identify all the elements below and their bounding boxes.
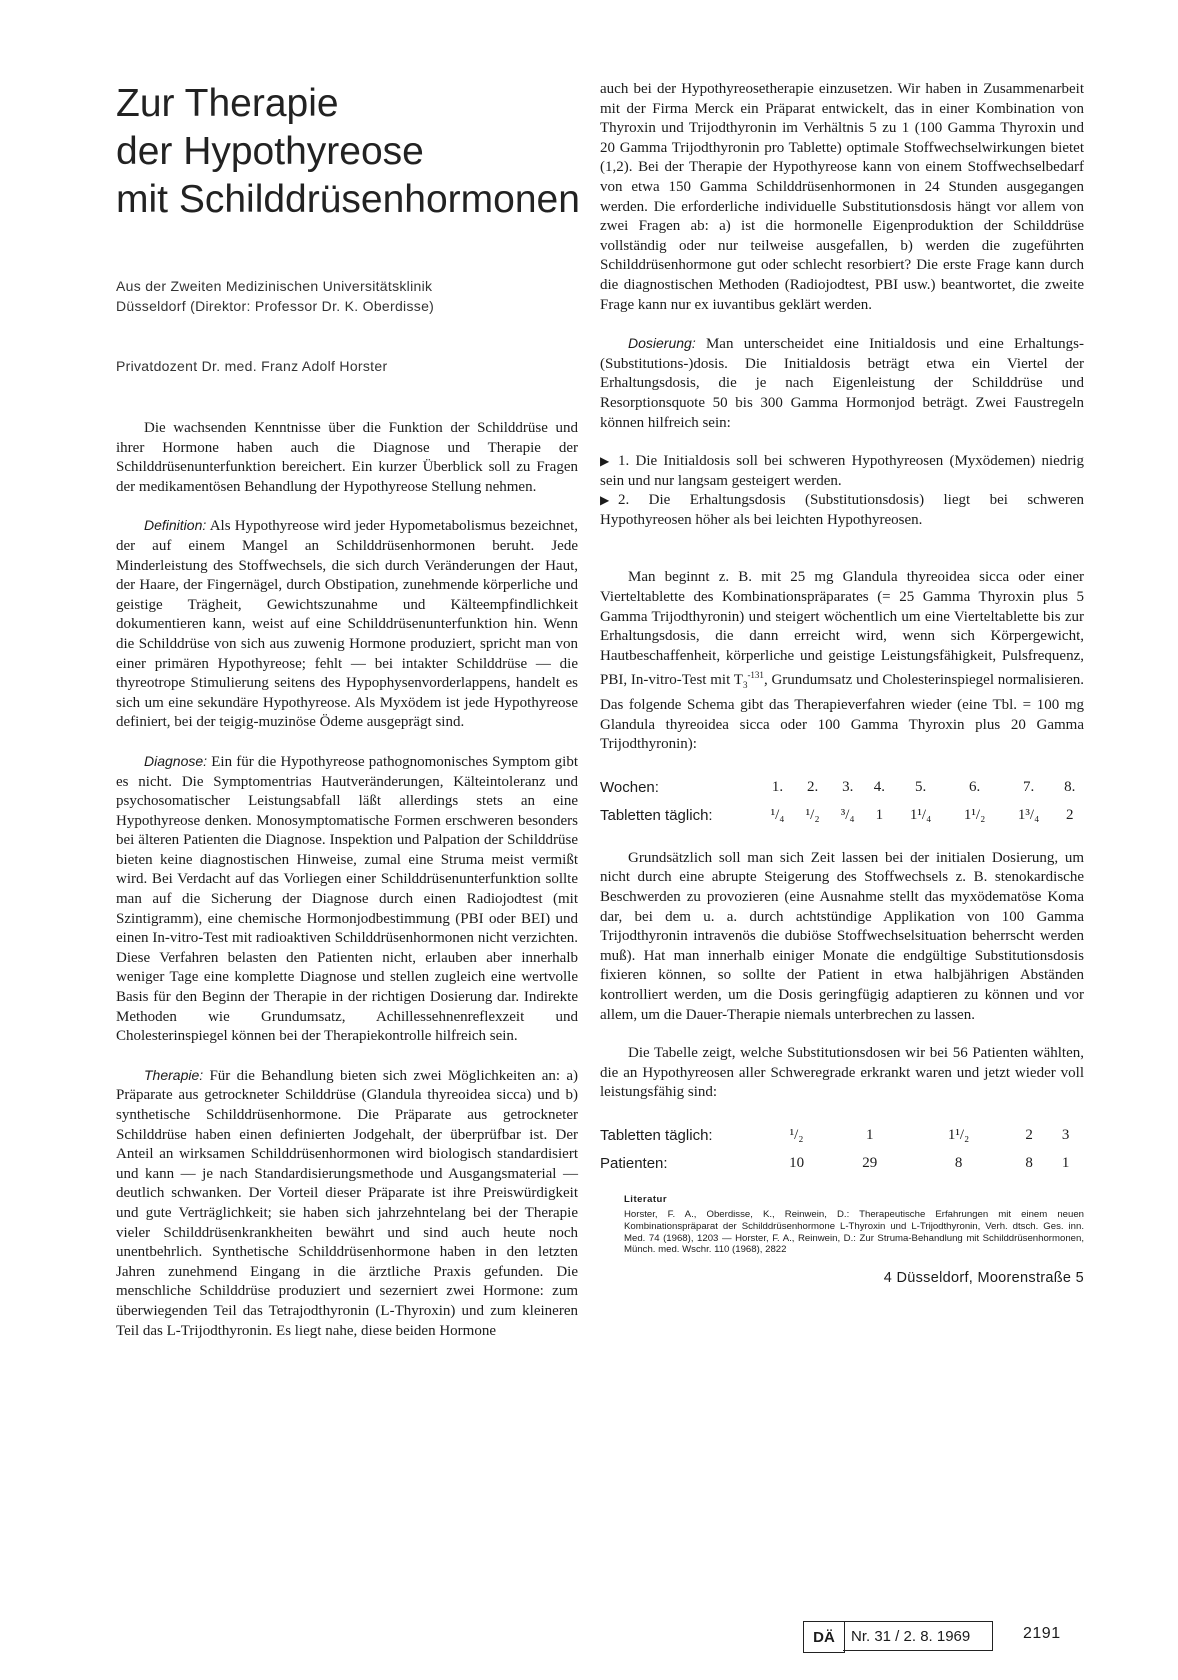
table-cell: ³/₄ — [840, 807, 855, 824]
table-cell: 2. — [806, 779, 819, 796]
table-cell: 1¹/₂ — [947, 1127, 970, 1144]
tabelle-paragraph: Die Tabelle zeigt, welche Substitutionsdosen wir bei 56 Patienten wählten, die an Hypothyreosen aller Schweregrade erkrankt waren und jetzt wieder voll leistungsfähig sind: — [600, 1045, 1084, 1101]
literature-heading: Literatur — [624, 1193, 668, 1205]
table-cell: 5. — [914, 779, 927, 796]
table-cell: 29 — [862, 1155, 878, 1172]
therapie-paragraph — [116, 1066, 578, 1341]
right-column — [600, 80, 1084, 1286]
patients-table — [600, 1122, 1084, 1178]
grundsaetzlich-paragraph: Grundsätzlich soll man sich Zeit lassen bei der initialen Dosierung, um nicht durch eine abrupte Steigerung des Stoffwechsels z. B. stenokardische Beschwerden zu provozieren (eine Ausnahme stellt das myxödematöse Koma dar, bei dem u. a. durch achtstündige Applikation von 100 Gamma Trijodthyronin intravenös die dubiöse Stoffwechselsituation beherrscht werden muß). Hat man innerhalb einiger Monate die endgültige Substitutionsdosis fixieren können, so sollte der Patient in etwa halbjährigen Abständen kontrolliert werden, um die Dosis geringfügig adaptieren zu können und vor allem, um die Dauer-Therapie niemals unterbrechen zu lassen. — [600, 849, 1084, 1023]
rule-item — [600, 491, 1084, 530]
table-cell: 2 — [1066, 807, 1074, 824]
therapie-text: Für die Behandlung bieten sich zwei Möglichkeiten an: a) Präparate aus getrockneter Schilddrüse (Glandula thyreoidea sicca) und b) synthetische Schilddrüsenhormone. Die Präparate aus getrockneter Schilddrüse haben einen definierten Jodgehalt, der überprüfbar ist. Der Anteil an wirksamen Schilddrüsenhormonen wird biologisch standardisiert und kann — je nach Standardisierungsmethode und Ausgangsmaterial — deutlich schwanken. Der Vorteil dieser Präparate ist ihre Preiswürdigkeit und gute Verträglichkeit; sie haben sich jahrzehntelang bei der Therapie vieler Schilddrüsenkrankheiten bewährt und sind auch heute noch unentbehrlich. Synthetische Schilddrüsenhormone haben in den letzten Jahren zunehmend Eingang in die ärztliche Praxis gefunden. Die menschliche Schilddrüse produziert und sezerniert zwei Hormone: zum überwiegenden Teil das Tetrajodthyronin (L-Thyroxin) und zum kleineren Teil das L-Trijodthyronin. Es liegt nahe, diese beiden Hormone — [116, 1067, 578, 1339]
affiliation-line: Düsseldorf (Direktor: Professor Dr. K. Oberdisse) — [116, 298, 435, 314]
table-cell: 1¹/₄ — [909, 807, 932, 824]
table-cell: 1 — [875, 807, 884, 824]
affiliation — [116, 276, 578, 316]
table-cell: ¹/₄ — [770, 807, 785, 824]
dosierung-text: Man unterscheidet eine Initialdosis und eine Erhaltungs-(Substitutions-)dosis. Die Initialdosis beträgt etwa ein Viertel der Erhaltungsdosis, die je nach Eigenleistung der Schilddrüse und Resorptionsquote 50 bis 300 Gamma Hormonjod beträgt. Zwei Faustregeln können hilfreich sein: — [600, 336, 1084, 431]
author-address: 4 Düsseldorf, Moorenstraße 5 — [883, 1270, 1084, 1287]
rule-item — [600, 452, 1084, 491]
row-label: Patienten: — [600, 1155, 668, 1173]
left-column — [116, 80, 578, 1341]
table-cell: 1. — [771, 779, 784, 796]
title-line: mit Schilddrüsenhormonen — [116, 178, 580, 221]
table-cell: 1 — [1061, 1155, 1070, 1172]
diagnose-paragraph — [116, 752, 578, 1047]
title-line: Zur Therapie — [116, 82, 339, 125]
schedule-table — [600, 774, 1084, 830]
table-cell: ¹/₂ — [805, 807, 820, 824]
issue-info: Nr. 31 / 2. 8. 1969 — [843, 1621, 993, 1651]
diagnose-lead: Diagnose: — [144, 752, 208, 769]
rule-text: 2. Die Erhaltungsdosis (Substitutionsdosis) liegt bei schweren Hypothyreosen höher als bei leichten Hypothyreosen. — [600, 492, 1084, 528]
affiliation-line: Aus der Zweiten Medizinischen Universitätsklinik — [116, 278, 433, 294]
article-title — [116, 80, 578, 224]
journal-abbreviation: DÄ — [803, 1621, 845, 1653]
therapie-lead: Therapie: — [144, 1066, 204, 1083]
table-cell: 6. — [968, 779, 981, 796]
table-cell: 1 — [866, 1127, 874, 1144]
continuation-paragraph: auch bei der Hypothyreosetherapie einzusetzen. Wir haben in Zusammenarbeit mit der Firma Merck ein Präparat entwickelt, das in einer Kombination von Thyroxin und Trijodthyronin im Verhältnis 5 zu 1 (100 Gamma Thyroxin und 20 Gamma Trijodthyronin pro Tablette) optimale Stoffwechselwirkungen bietet (1,2). Bei der Therapie der Hypothyreose kann von einem Stoffwechselbedarf von etwa 150 Gamma Schilddrüsenhormonen in 24 Stunden ausgegangen werden. Die erforderliche individuelle Substitutionsdosis hängt vor allem von zwei Fragen ab: a) ist die hormonelle Eigenproduktion der Schilddrüse vollständig oder nur teilweise ausgefallen, b) werden die zugeführten Schilddrüsenhormone gut oder schlecht resorbiert? Die erste Frage kann durch die diagnostischen Methoden (Radiojodtest, PBI usw.) beantwortet, die zweite Frage kann nur ex iuvantibus geklärt werden. — [600, 81, 1084, 313]
diagnose-text: Ein für die Hypothyreose pathognomonisches Symptom gibt es nicht. Die Symptomentrias Hautveränderungen, Kälteintoleranz und psychosomatischer Leistungsabfall läßt allerdings stets an eine Hypothyreose denken. Monosymptomatische Formen erschweren besonders bei älteren Patienten die Diagnose. Inspektion und Palpation der Schilddrüse bieten keine diagnostischen Hinweise, zumal eine Struma meist vermißt wird. Bei Verdacht auf das Vorliegen einer Schilddrüsenunterfunktion sollte man auf die Sicherung der Diagnose durch einen Radiojodtest (mit Szintigramm), eine chemische Hormonjodbestimmung (PBI oder BEI) und einen In-vitro-Test mit radioaktiven Schilddrüsenhormonen nicht verzichten. Diese Verfahren belasten den Patienten nicht, erlauben aber innerhalb weniger Tage eine komplette Diagnose und stellen zugleich eine wertvolle Basis für den Beginn der Therapie in der richtigen Dosierung dar. Indirekte Methoden wie Grundumsatz, Achillessehnenreflexzeit und Cholesterinspiegel können bei der Therapiekontrolle hilfreich sein. — [116, 753, 578, 1045]
definition-lead: Definition: — [144, 517, 207, 534]
table-cell: 1³/₄ — [1017, 807, 1040, 824]
author: Privatdozent Dr. med. Franz Adolf Horster — [116, 358, 388, 374]
row-label: Tabletten täglich: — [600, 807, 713, 825]
table-cell: 4. — [873, 779, 886, 796]
table-row — [600, 1122, 1084, 1150]
arrow-icon: ▶ — [600, 454, 610, 469]
dosierung-paragraph — [600, 334, 1084, 433]
arrow-icon: ▶ — [600, 493, 610, 508]
page-footer — [803, 1621, 1093, 1653]
title-line: der Hypothyreose — [116, 130, 424, 173]
isotope-subscript: 3 — [742, 680, 748, 691]
table-row — [600, 1150, 1084, 1178]
beginn-paragraph — [600, 568, 1084, 754]
table-cell: ¹/₂ — [789, 1127, 804, 1144]
table-row — [600, 802, 1084, 830]
table-cell: 7. — [1022, 779, 1035, 796]
definition-paragraph — [116, 516, 578, 733]
dosierung-lead: Dosierung: — [628, 335, 696, 352]
table-cell: 8 — [1025, 1155, 1033, 1172]
isotope-superscript: -131 — [747, 670, 764, 681]
table-cell: 1¹/₂ — [963, 807, 986, 824]
literature-text: Horster, F. A., Oberdisse, K., Reinwein, D.: Therapeutische Erfahrungen mit einem neuen Kombinationspräparat der Schilddrüsenhormone L-Thyroxin und L-Trijodthyronin, Verh. dtsch. Ges. inn. Med. 74 (1968), 1203 — Horster, F. A., Reinwein, D.: Zur Struma-Behandlung mit Schilddrüsenhormonen, Münch. med. Wschr. 110 (1968), 2822 — [624, 1208, 1084, 1256]
table-cell: 2 — [1025, 1127, 1033, 1144]
table-cell: 8 — [954, 1155, 963, 1172]
beginn-text: , Grundumsatz und Cholesterinspiegel normalisieren. Das folgende Schema gibt das Therapieverfahren wieder (eine Tbl. = 100 mg Glandula thyreoidea sicca oder 100 Gamma Thyroxin plus 20 Gamma Trijodthyronin): — [600, 672, 1084, 753]
table-row — [600, 774, 1084, 802]
intro-paragraph: Die wachsenden Kenntnisse über die Funktion der Schilddrüse und ihrer Hormone haben auch die Diagnose und Therapie der Schilddrüsenunterfunktion bereichert. Ein kurzer Überblick soll zu Fragen der medikamentösen Behandlung der Hypothyreose Stellung nehmen. — [116, 420, 578, 495]
table-cell: 3. — [842, 779, 854, 796]
table-cell: 10 — [789, 1155, 805, 1172]
table-cell: 3 — [1061, 1127, 1070, 1144]
row-label: Wochen: — [600, 779, 659, 797]
definition-text: Als Hypothyreose wird jeder Hypometabolismus bezeichnet, der auf einem Mangel an Schilddrüsenhormonen beruht. Jede Minderleistung des Stoffwechsels, die sich durch Veränderungen der Haut, der Haare, der Fingernägel, durch Obstipation, zunehmende körperliche und geistige Trägheit, Gewichtszunahme und Kälteempfindlichkeit dokumentieren kann, weist auf eine Schilddrüsenunterfunktion hin. Wenn die Schilddrüse von sich aus zuwenig Hormone produziert, spricht man von einer primären Hypothyreose; fehlt — bei intakter Schilddrüse — die thyreotrope Stimulierung seitens des Hypophysenvorderlappens, handelt es sich um eine sekundäre Hypothyreose. Als Myxödem ist jede Hypothyreose definiert, bei der teigig-muzinöse Ödeme ausgeprägt sind. — [116, 518, 578, 731]
beginn-text: Man beginnt z. B. mit 25 mg Glandula thyreoidea sicca oder einer Vierteltablette des Kombinationspräparates (= 25 Gamma Thyroxin plus 5 Gamma Trijodthyronin) und steigert wöchentlich um eine Vierteltablette bis zur Erhaltungsdosis, die dann erreicht wird, wenn sich Körpergewicht, Hautbeschaffenheit, körperliche und geistige Leistungsfähigkeit, Pulsfrequenz, PBI, In-vitro-Test mit T — [600, 569, 1084, 689]
row-label: Tabletten täglich: — [600, 1127, 713, 1145]
table-cell: 8. — [1064, 779, 1076, 796]
page-number: 2191 — [1023, 1625, 1061, 1642]
rule-text: 1. Die Initialdosis soll bei schweren Hypothyreosen (Myxödemen) niedrig sein und nur langsam gesteigert werden. — [600, 453, 1084, 489]
